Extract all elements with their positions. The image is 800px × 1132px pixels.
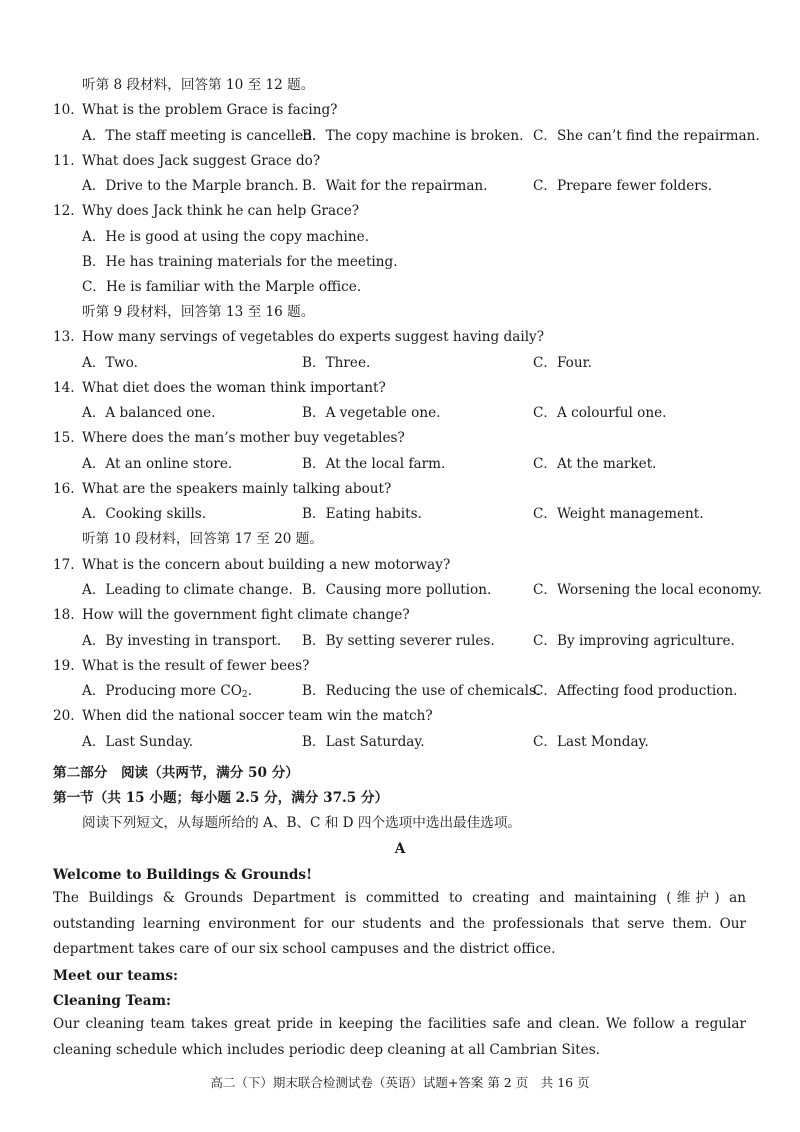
question-number: 17. [53,557,75,573]
cleaning-team-heading: Cleaning Team: [53,993,172,1009]
question-text: How will the government fight climate change? [82,607,410,623]
option-b: B．A vegetable one. [302,405,441,421]
question-text: What is the result of fewer bees? [82,658,310,674]
question-text: What is the concern about building a new motorway? [82,557,451,573]
question-number: 15. [53,430,75,446]
option-a: A．Drive to the Marple branch. [82,178,299,194]
question-number: 18. [53,607,75,623]
question-number: 13. [53,329,75,345]
question-number: 20. [53,708,75,724]
question-number: 14. [53,380,75,396]
option-b: B．Eating habits. [302,506,422,522]
option-b: B．Causing more pollution. [302,582,492,598]
part2-section1-title: 第一节（共 15 小题；每小题 2.5 分，满分 37.5 分） [53,790,389,806]
subscript: 2 [241,690,248,700]
option-c: C．He is familiar with the Marple office. [82,279,362,295]
question-text: How many servings of vegetables do experts suggest having daily? [82,329,545,345]
section8-intro: 听第 8 段材料，回答第 10 至 12 题。 [82,77,315,93]
part2-instruction: 阅读下列短文，从每题所给的 A、B、C 和 D 四个选项中选出最佳选项。 [82,815,522,831]
passage-label: A [394,841,406,857]
option-c: C．Affecting food production. [533,683,738,699]
passage-heading: Welcome to Buildings & Grounds! [53,867,313,883]
option-c: C．Last Monday. [533,734,649,750]
question-text: What does Jack suggest Grace do? [82,153,321,169]
option-a: A．A balanced one. [82,405,216,421]
option-b: B．Three. [302,355,371,371]
option-c: C．At the market. [533,456,657,472]
option-a [82,682,252,700]
question-text: Why does Jack think he can help Grace? [82,203,360,219]
option-a: A．By investing in transport. [82,633,282,649]
question-text: What are the speakers mainly talking about? [82,481,392,497]
option-a: A．Leading to climate change. [82,582,293,598]
option-c: C．By improving agriculture. [533,633,735,649]
question-number: 19. [53,658,75,674]
passage-paragraph-2: Our cleaning team takes great pride in keeping the facilities safe and clean. We follow a regular cleaning schedule which includes periodic deep cleaning at all Cambrian Sites. [53,1016,746,1058]
option-c: C．Weight management. [533,506,704,522]
option-c: C．Prepare fewer folders. [533,178,713,194]
option-a: A．Two. [82,355,138,371]
question-text: What diet does the woman think important? [82,380,386,396]
meet-teams-heading: Meet our teams: [53,968,178,984]
option-b: B．He has training materials for the meeting. [82,254,398,270]
option-a-text: A．Producing more CO [82,683,242,699]
question-text: When did the national soccer team win the match? [82,708,433,724]
option-a: A．He is good at using the copy machine. [82,229,370,245]
option-b: B．At the local farm. [302,456,446,472]
question-text: What is the problem Grace is facing? [82,102,338,118]
option-b: B．The copy machine is broken. [302,128,524,144]
option-a-end: . [247,683,252,699]
section10-intro: 听第 10 段材料，回答第 17 至 20 题。 [82,531,323,547]
option-a: A．At an online store. [82,456,233,472]
question-number: 16. [53,481,75,497]
question-number: 10. [53,102,75,118]
option-c: C．A colourful one. [533,405,667,421]
option-b: B．Wait for the repairman. [302,178,488,194]
question-number: 11. [53,153,75,169]
question-number: 12. [53,203,75,219]
question-text: Where does the man’s mother buy vegetables? [82,430,405,446]
option-c: C．She can’t find the repairman. [533,128,760,144]
part2-title: 第二部分 阅读（共两节，满分 50 分） [53,765,299,781]
option-a: A．Cooking skills. [82,506,207,522]
option-b: B．Last Saturday. [302,734,425,750]
section9-intro: 听第 9 段材料，回答第 13 至 16 题。 [82,304,315,320]
option-a: A．Last Sunday. [82,734,194,750]
option-b: B．By setting severer rules. [302,633,495,649]
option-c: C．Four. [533,355,592,371]
passage-paragraph-1: The Buildings & Grounds Department is committed to creating and maintaining (维护) an outstanding learning environment for our students and the professionals that serve them. Our department takes care of our six school campuses and the district office. [53,890,746,957]
option-c: C．Worsening the local economy. [533,582,762,598]
option-b: B．Reducing the use of chemicals. [302,683,541,699]
page-footer: 高二（下）期末联合检测试卷（英语）试题+答案 第 2 页 共 16 页 [210,1075,590,1090]
option-a: A．The staff meeting is cancelled. [82,128,317,144]
